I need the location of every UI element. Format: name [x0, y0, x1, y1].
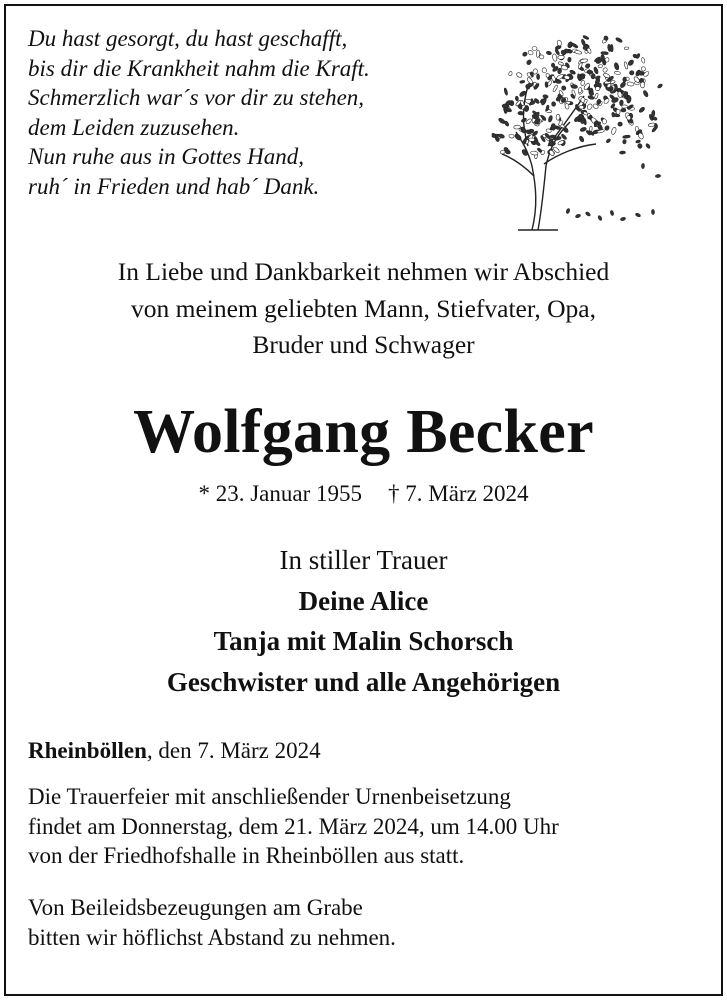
leaf — [558, 61, 564, 66]
leaf — [595, 86, 600, 90]
falling-leaf — [635, 213, 641, 218]
leaf — [518, 111, 524, 115]
leaf — [571, 43, 578, 49]
leaf — [532, 46, 537, 50]
intro-line: In Liebe und Dankbarkeit nehmen wir Abschied — [117, 257, 610, 286]
leaf — [552, 54, 558, 62]
leaf — [598, 64, 603, 68]
leaf — [536, 74, 539, 80]
leaf — [561, 85, 567, 91]
falling-leaf — [641, 163, 644, 168]
leaf — [623, 77, 627, 82]
leaf — [551, 101, 556, 106]
mourners — [0, 540, 727, 702]
leaf — [504, 120, 510, 126]
leaf — [504, 88, 508, 96]
leaf — [522, 51, 528, 57]
leaf — [520, 80, 525, 84]
leaf — [521, 149, 528, 157]
leaf — [600, 54, 604, 62]
leaf — [619, 151, 625, 154]
leaf — [583, 35, 590, 40]
leaf — [530, 151, 538, 156]
leaf — [611, 127, 617, 135]
leaf — [614, 71, 621, 75]
leaf — [524, 105, 529, 112]
leaf — [614, 62, 620, 70]
condolence-note — [28, 893, 708, 952]
leaf — [638, 106, 645, 113]
poem — [28, 24, 488, 201]
falling-leaf — [620, 217, 626, 221]
place-name: Rheinböllen — [28, 738, 147, 763]
leaf — [558, 55, 565, 60]
leaf — [643, 71, 650, 78]
place-date-text: , den 7. März 2024 — [146, 738, 321, 763]
leaf — [624, 61, 628, 69]
leaf — [526, 77, 533, 85]
leaf — [629, 70, 634, 75]
leaf — [574, 50, 582, 55]
leaf — [617, 122, 622, 127]
leaf — [571, 84, 578, 89]
leaf — [557, 40, 562, 46]
poem-line: Schmerzlich war´s vor dir zu stehen, — [28, 85, 365, 110]
leaf — [509, 134, 515, 139]
leaf — [627, 59, 634, 66]
mourner-name: Deine Alice — [298, 585, 429, 616]
leaf — [579, 105, 584, 109]
leaf — [604, 125, 610, 131]
note-line: Von Beileidsbezeugungen am Grabe — [28, 895, 363, 920]
place-date — [28, 736, 708, 766]
leaf — [586, 103, 593, 110]
leaf — [542, 67, 547, 73]
leaf — [548, 115, 553, 122]
leaf — [550, 135, 555, 138]
leaf — [641, 57, 645, 63]
leaf — [580, 80, 585, 86]
falling-leaf — [585, 211, 591, 217]
leaf — [579, 135, 585, 142]
falling-leaf — [610, 210, 614, 216]
poem-line: Nun ruhe aus in Gottes Hand, — [28, 144, 304, 169]
leaf — [580, 127, 587, 133]
poem-line: Du hast gesorgt, du hast geschafft, — [28, 26, 348, 51]
leaf — [602, 119, 607, 125]
leaf — [546, 51, 552, 55]
leaf — [601, 51, 609, 54]
leaf — [527, 50, 534, 56]
ceremony-line: von der Friedhofshalle in Rheinböllen aus statt. — [28, 843, 465, 868]
leaf — [602, 67, 608, 73]
leaf — [621, 108, 626, 112]
leaf — [516, 72, 523, 79]
intro-line: Bruder und Schwager — [252, 330, 475, 359]
leaf — [615, 37, 623, 43]
leaf — [627, 82, 634, 87]
leaf — [526, 59, 532, 65]
leaf — [508, 71, 513, 76]
leaf — [642, 90, 648, 98]
leaf — [515, 96, 519, 101]
leaf — [623, 135, 631, 139]
falling-leaf — [651, 209, 654, 214]
tree-with-falling-leaves-icon — [488, 26, 666, 236]
leaf — [556, 73, 564, 80]
intro-text — [0, 254, 727, 364]
falling-leaf — [657, 83, 663, 89]
life-dates — [0, 477, 727, 511]
leaf — [637, 143, 643, 149]
mourner-name: Geschwister und alle Angehörigen — [166, 666, 561, 697]
leaf — [636, 140, 641, 144]
leaf — [587, 70, 594, 75]
leaf — [549, 138, 554, 145]
leaves-group — [491, 35, 663, 221]
intro-line: von meinem geliebten Mann, Stiefvater, Opa, — [131, 293, 596, 323]
falling-leaf — [566, 208, 571, 214]
note-line: bitten wir höflichst Abstand zu nehmen. — [28, 924, 396, 950]
leaf — [623, 139, 627, 144]
birth-date: * 23. Januar 1955 — [198, 481, 362, 506]
falling-leaf — [597, 215, 602, 221]
ceremony-line: findet am Donnerstag, dem 21. März 2024, um 14.00 Uhr — [28, 813, 559, 839]
mourner-name: Tanja mit Malin Schorsch — [213, 626, 514, 656]
ceremony-info — [28, 782, 718, 871]
falling-leaf — [575, 214, 581, 219]
leaf — [552, 85, 558, 93]
falling-leaf — [655, 174, 661, 178]
leaf — [551, 75, 556, 82]
leaf — [640, 66, 646, 72]
poem-line: dem Leiden zuzusehen. — [28, 114, 240, 140]
leaf — [561, 134, 567, 141]
deceased-name: Wolfgang Becker — [133, 398, 594, 466]
mourners-heading: In stiller Trauer — [279, 545, 448, 575]
leaf — [627, 115, 631, 120]
leaf — [545, 82, 548, 88]
leaf — [588, 95, 595, 100]
leaf — [539, 55, 544, 59]
leaf — [556, 114, 560, 120]
poem-line: ruh´ in Frieden und hab´ Dank. — [28, 173, 320, 199]
leaf — [611, 112, 615, 117]
leaf — [616, 109, 620, 114]
ceremony-line: Die Trauerfeier mit anschließender Urnenbeisetzung — [28, 784, 511, 809]
leaf — [551, 123, 556, 130]
leaf — [529, 138, 535, 142]
death-date: † 7. März 2024 — [388, 481, 529, 506]
poem-line: bis dir die Krankheit nahm die Kraft. — [28, 55, 370, 81]
leaf — [503, 108, 510, 111]
leaf — [568, 57, 572, 62]
leaf — [585, 63, 591, 69]
leaf — [536, 50, 540, 58]
leaf — [651, 110, 655, 117]
falling-leaf — [645, 143, 651, 149]
leaf — [606, 138, 611, 143]
leaf — [624, 47, 629, 50]
falling-leaf — [635, 53, 640, 59]
leaf — [640, 82, 644, 88]
leaf — [594, 93, 599, 99]
